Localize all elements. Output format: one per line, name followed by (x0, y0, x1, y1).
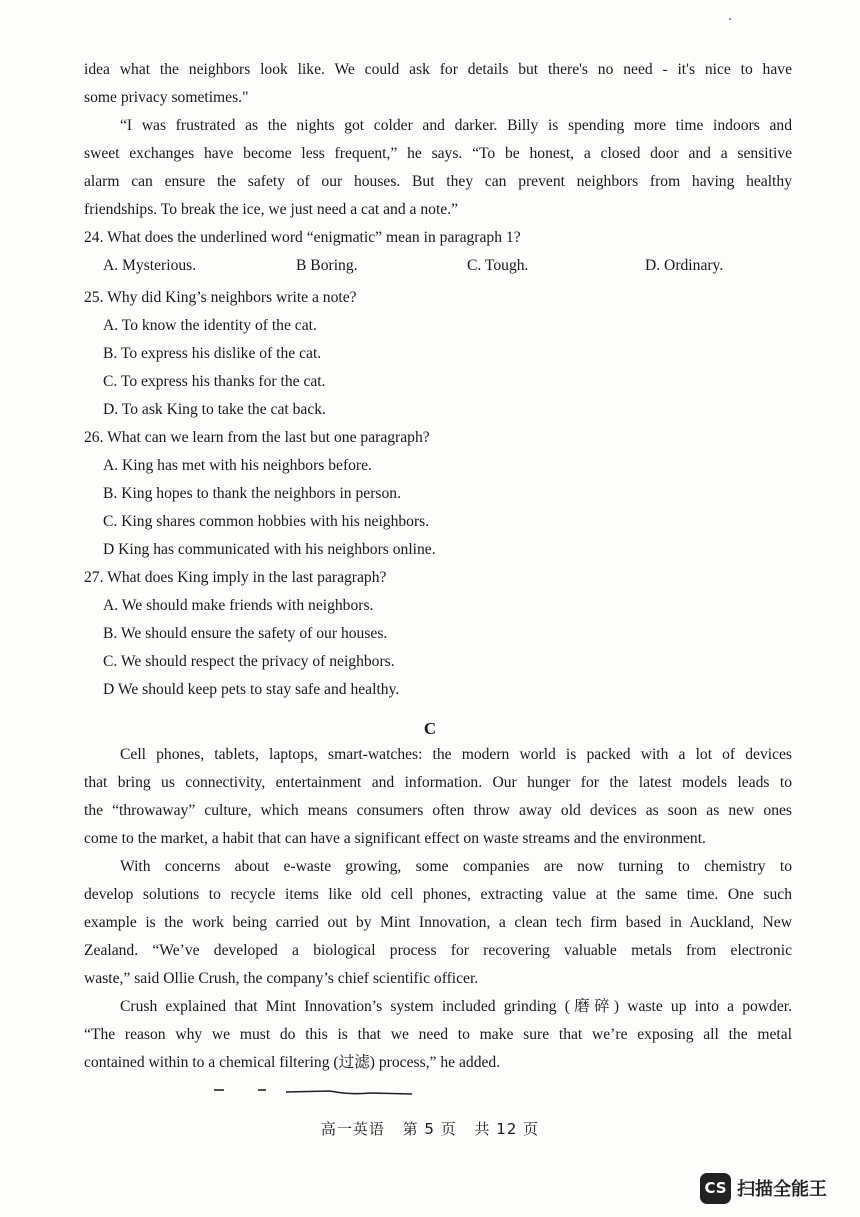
option-d: D. Ordinary. (645, 257, 724, 274)
option-c: C. To express his thanks for the cat. (103, 373, 326, 390)
option-a: A. We should make friends with neighbors. (103, 597, 374, 614)
option-d: D. To ask King to take the cat back. (103, 401, 326, 418)
text-line: come to the market, a habit that can have a significant effect on waste streams and the environment. (84, 830, 706, 847)
option-b: B. King hopes to thank the neighbors in person. (103, 485, 401, 502)
footer-page: 第 5 页 (402, 1120, 457, 1138)
question-27 (84, 564, 792, 704)
footer-total: 共 12 页 (474, 1120, 540, 1138)
scan-dash-marks (212, 1086, 412, 1098)
text-line: Cell phones, tablets, laptops, smart-watches: the modern world is packed with a lot of devices (120, 746, 792, 763)
camscanner-logo-icon: CS (700, 1173, 731, 1204)
text-line: Zealand. “We’ve developed a biological process for recovering valuable metals from electronic (84, 942, 792, 959)
page-footer (0, 1118, 860, 1139)
options-row (84, 252, 792, 280)
passage-b-continuation (84, 56, 792, 224)
text-line: “The reason why we must do this is that we need to make sure that we’re exposing all the metal (84, 1026, 792, 1043)
text-line: contained within to a chemical filtering (过滤) process,” he added. (84, 1054, 501, 1071)
watermark-text: 扫描全能王 (737, 1179, 827, 1200)
option-d: D King has communicated with his neighbors online. (103, 541, 436, 558)
question-25 (84, 284, 792, 424)
question-stem: 27. What does King imply in the last paragraph? (84, 569, 387, 586)
text-line: develop solutions to recycle items like old cell phones, extracting value at the same time. One such (84, 886, 792, 903)
text-line: that bring us connectivity, entertainment and information. Our hunger for the latest models leads to (84, 774, 792, 791)
text-line: example is the work being carried out by Mint Innovation, a clean tech firm based in Auckland, New (84, 914, 792, 931)
text-line: waste,” said Ollie Crush, the company’s chief scientific officer. (84, 970, 479, 987)
option-d: D We should keep pets to stay safe and healthy. (103, 681, 400, 698)
question-stem: 26. What can we learn from the last but one paragraph? (84, 429, 430, 446)
scan-speck (729, 18, 731, 20)
passage-c (84, 741, 792, 1077)
question-stem: 24. What does the underlined word “enigmatic” mean in paragraph 1? (84, 229, 521, 246)
option-b: B. We should ensure the safety of our houses. (103, 625, 388, 642)
scanner-watermark (700, 1171, 827, 1205)
footer-subject: 高一英语 (320, 1120, 385, 1138)
text-line: Crush explained that Mint Innovation’s system included grinding (磨碎) waste up into a powder. (120, 998, 792, 1015)
text-line: alarm can ensure the safety of our houses. But they can prevent neighbors from having healthy (84, 173, 792, 190)
option-c: C. King shares common hobbies with his neighbors. (103, 513, 430, 530)
option-b: B Boring. (296, 257, 358, 274)
text-line: “I was frustrated as the nights got colder and darker. Billy is spending more time indoors and (120, 117, 792, 134)
text-line: friendships. To break the ice, we just need a cat and a note.” (84, 201, 459, 218)
question-26 (84, 424, 792, 564)
text-line: idea what the neighbors look like. We could ask for details but there's no need - it's nice to have (84, 61, 792, 78)
text-line: With concerns about e-waste growing, some companies are now turning to chemistry to (120, 858, 792, 875)
option-c: C. We should respect the privacy of neighbors. (103, 653, 395, 670)
question-24 (84, 224, 792, 280)
option-b: B. To express his dislike of the cat. (103, 345, 322, 362)
option-c: C. Tough. (467, 257, 529, 274)
text-line: sweet exchanges have become less frequent,” he says. “To be honest, a closed door and a sensitive (84, 145, 792, 162)
section-title: C (423, 719, 437, 738)
option-a: A. King has met with his neighbors before. (103, 457, 372, 474)
option-a: A. Mysterious. (103, 257, 197, 274)
text-line: some privacy sometimes." (84, 89, 249, 106)
text-line: the “throwaway” culture, which means consumers often throw away old devices as soon as new ones (84, 802, 792, 819)
option-a: A. To know the identity of the cat. (103, 317, 317, 334)
question-stem: 25. Why did King’s neighbors write a note? (84, 289, 357, 306)
